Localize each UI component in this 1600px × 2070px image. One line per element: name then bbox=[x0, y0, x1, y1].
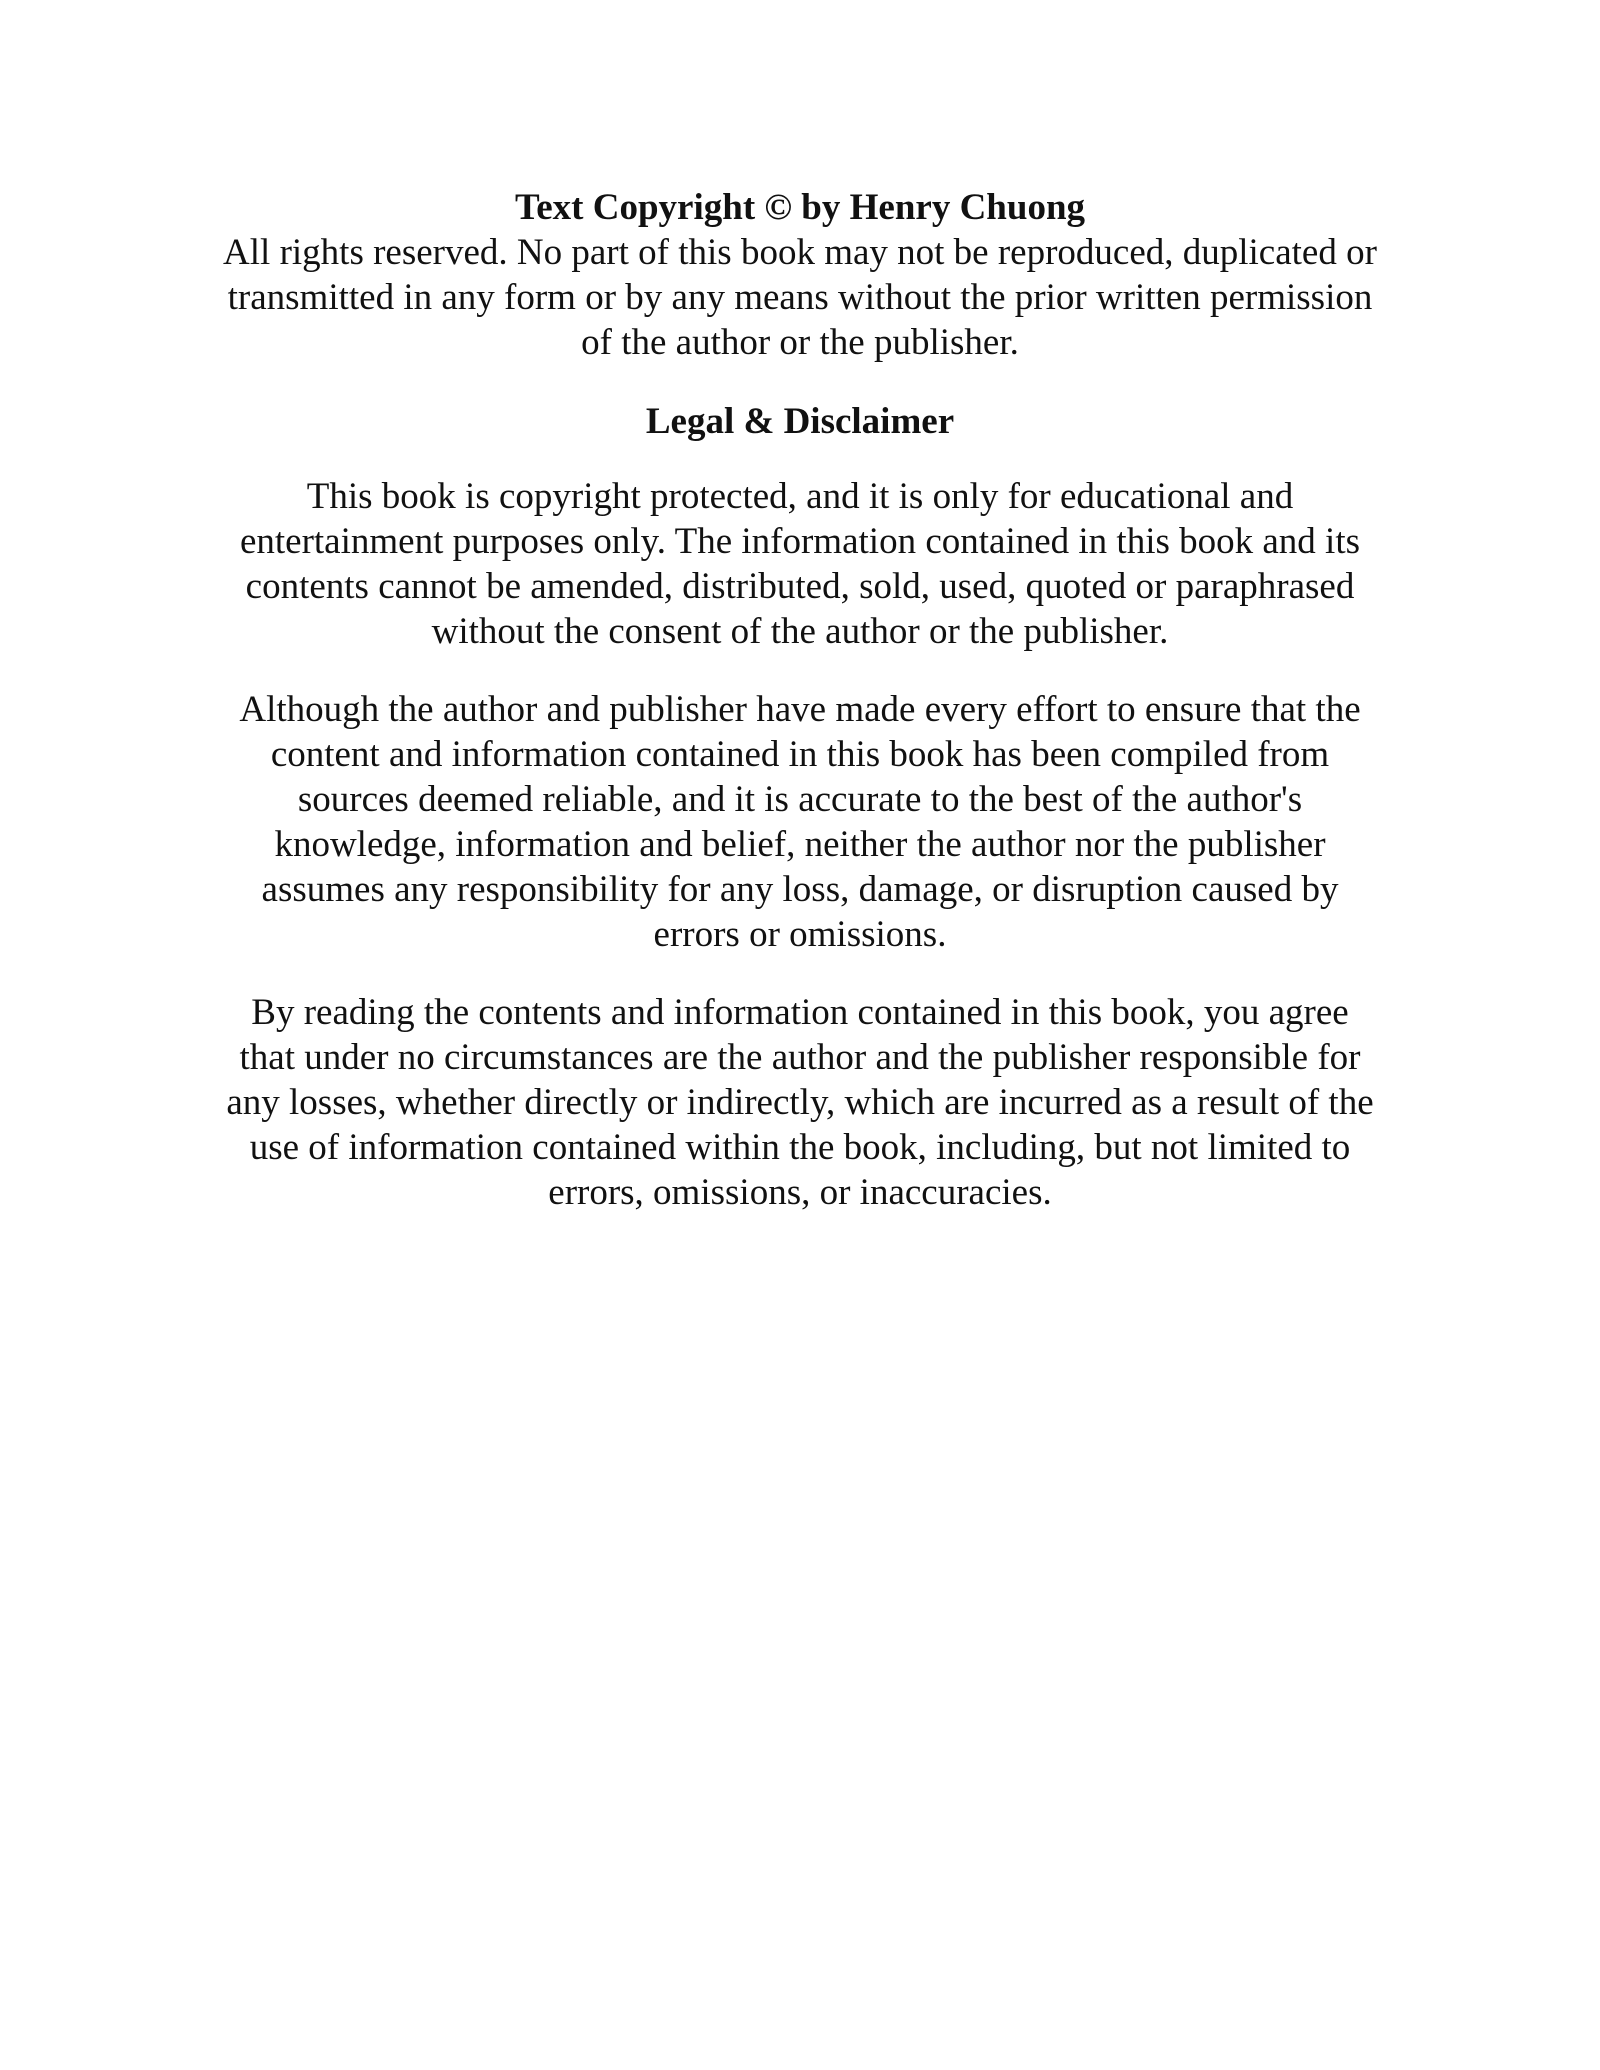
paragraph-line: Although the author and publisher have made every effort to ensure that the bbox=[239, 689, 1361, 730]
paragraph-line: without the consent of the author or the publisher. bbox=[431, 611, 1169, 652]
paragraph-line: that under no circumstances are the author and the publisher responsible for bbox=[239, 1037, 1361, 1078]
paragraph-line: content and information contained in this book has been compiled from bbox=[270, 734, 1330, 775]
disclaimer-paragraph-agreement bbox=[185, 990, 1415, 1215]
rights-line: transmitted in any form or by any means without the prior written permission bbox=[227, 277, 1373, 318]
paragraph-line: contents cannot be amended, distributed, sold, used, quoted or paraphrased bbox=[245, 566, 1355, 607]
paragraph-line: assumes any responsibility for any loss, damage, or disruption caused by bbox=[261, 869, 1339, 910]
rights-line: of the author or the publisher. bbox=[581, 322, 1019, 363]
disclaimer-paragraph-accuracy bbox=[185, 687, 1415, 957]
disclaimer-paragraph-copyright bbox=[185, 474, 1415, 654]
copyright-page-content bbox=[185, 185, 1415, 1248]
paragraph-line: errors or omissions. bbox=[653, 914, 947, 955]
paragraph-line: sources deemed reliable, and it is accurate to the best of the author's bbox=[297, 779, 1303, 820]
paragraph-line: any losses, whether directly or indirectly, which are incurred as a result of the bbox=[226, 1082, 1374, 1123]
copyright-title: Text Copyright © by Henry Chuong bbox=[514, 187, 1086, 228]
paragraph-line: By reading the contents and information contained in this book, you agree bbox=[251, 992, 1349, 1033]
paragraph-line: use of information contained within the book, including, but not limited to bbox=[249, 1127, 1351, 1168]
paragraph-line: knowledge, information and belief, neither the author nor the publisher bbox=[274, 824, 1326, 865]
paragraph-line: errors, omissions, or inaccuracies. bbox=[548, 1172, 1052, 1213]
paragraph-line: This book is copyright protected, and it is only for educational and bbox=[306, 476, 1294, 517]
paragraph-line: entertainment purposes only. The information contained in this book and its bbox=[239, 521, 1361, 562]
legal-disclaimer-heading: Legal & Disclaimer bbox=[645, 401, 955, 442]
rights-reserved-paragraph bbox=[185, 230, 1415, 365]
rights-line: All rights reserved. No part of this book may not be reproduced, duplicated or bbox=[223, 232, 1377, 273]
